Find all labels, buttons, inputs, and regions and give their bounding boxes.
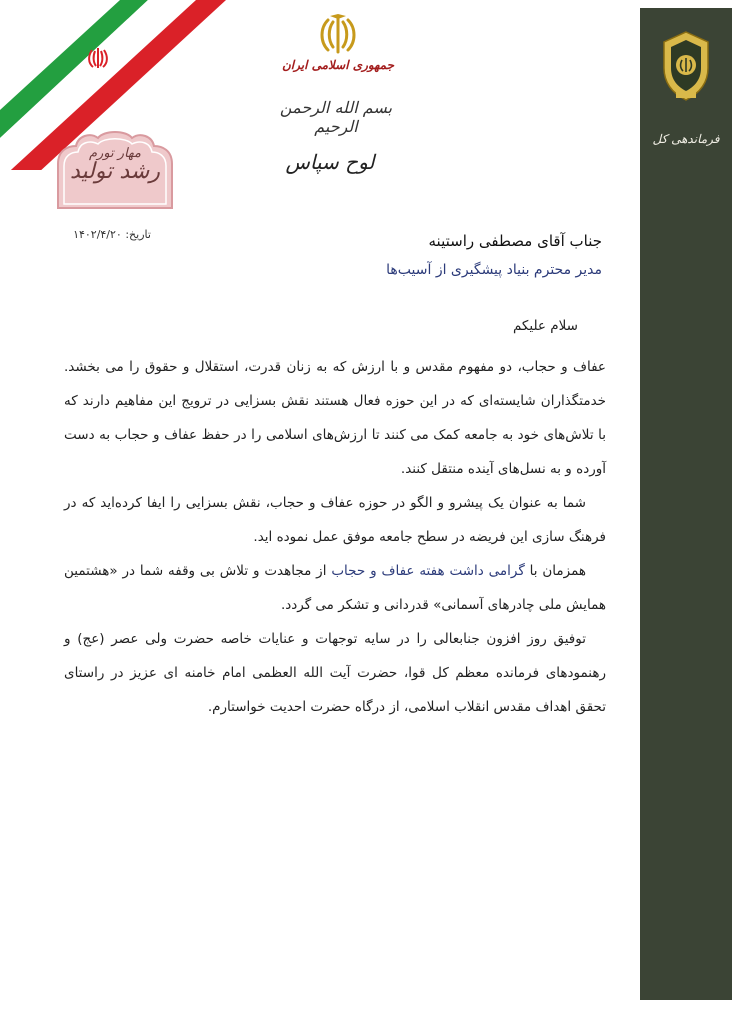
slogan-line1: مهار تورم [89, 146, 141, 161]
paragraph-3-start: همزمان با [524, 563, 587, 579]
iran-emblem-icon [316, 14, 360, 56]
sidebar-label: فرماندهی کل [652, 132, 720, 146]
paragraph-1: عفاف و حجاب، دو مفهوم مقدس و با ارزش که به زنان قدرت، استقلال و حقوق را می بخشد. خدمتگذاران شایسته‌ای که در این حوزه فعال هستند نقش بسزایی در ترویج این مفاهیم دارند که با تلاش‌های خود به جامعه کمک می کنند تا ارزش‌های اسلامی را در حفظ عفاف و حجاب به دست آورده و به نسل‌های آینده منتقل کنند. [64, 359, 606, 477]
slogan-line2: رشد تولید [70, 159, 160, 184]
paragraph-3-end: از مجاهدت و تلاش بی وقفه شما در «هشتمین همایش ملی چادرهای آسمانی» قدردانی و تشکر می گردد. [64, 563, 606, 613]
paragraph-3 [64, 554, 606, 622]
slogan-badge-text [52, 146, 178, 184]
paragraph-4: توفیق روز افزون جنابعالی را در سایه توجهات و عنایات خاصه حضرت ولی عصر (عج) و رهنمودهای فرمانده معظم کل قوا، حضرت آیت الله العظمی امام خامنه ای عزیز در راستای تحقق اهداف مقدس انقلاب اسلامی، از درگاه حضرت احدیت خواستارم. [64, 631, 606, 715]
recipient-title: مدیر محترم بنیاد پیشگیری از آسیب‌ها [386, 262, 602, 278]
recipient-name: جناب آقای مصطفی راستینه [428, 232, 602, 250]
paragraph-3-highlight: گرامی داشت هفته عفاف و حجاب [331, 563, 525, 579]
paragraph-2: شما به عنوان یک پیشرو و الگو در حوزه عفاف و حجاب، نقش بسزایی را ایفا کرده‌اید که در فرهنگ سازی این فریضه در سطح جامعه موفق عمل نموده اید. [64, 495, 606, 545]
document-date: تاریخ: ۱۴۰۲/۴/۲۰ [73, 228, 151, 241]
basmala: بسم الله الرحمن الرحیم [279, 98, 393, 136]
document-title: لوح سپاس [285, 150, 375, 174]
police-emblem-icon [656, 30, 716, 102]
letter-body [64, 318, 606, 724]
greeting: سلام علیکم [512, 318, 578, 334]
republic-name: جمهوری اسلامی ایران [281, 58, 395, 72]
sidebar-banner [640, 8, 732, 1000]
